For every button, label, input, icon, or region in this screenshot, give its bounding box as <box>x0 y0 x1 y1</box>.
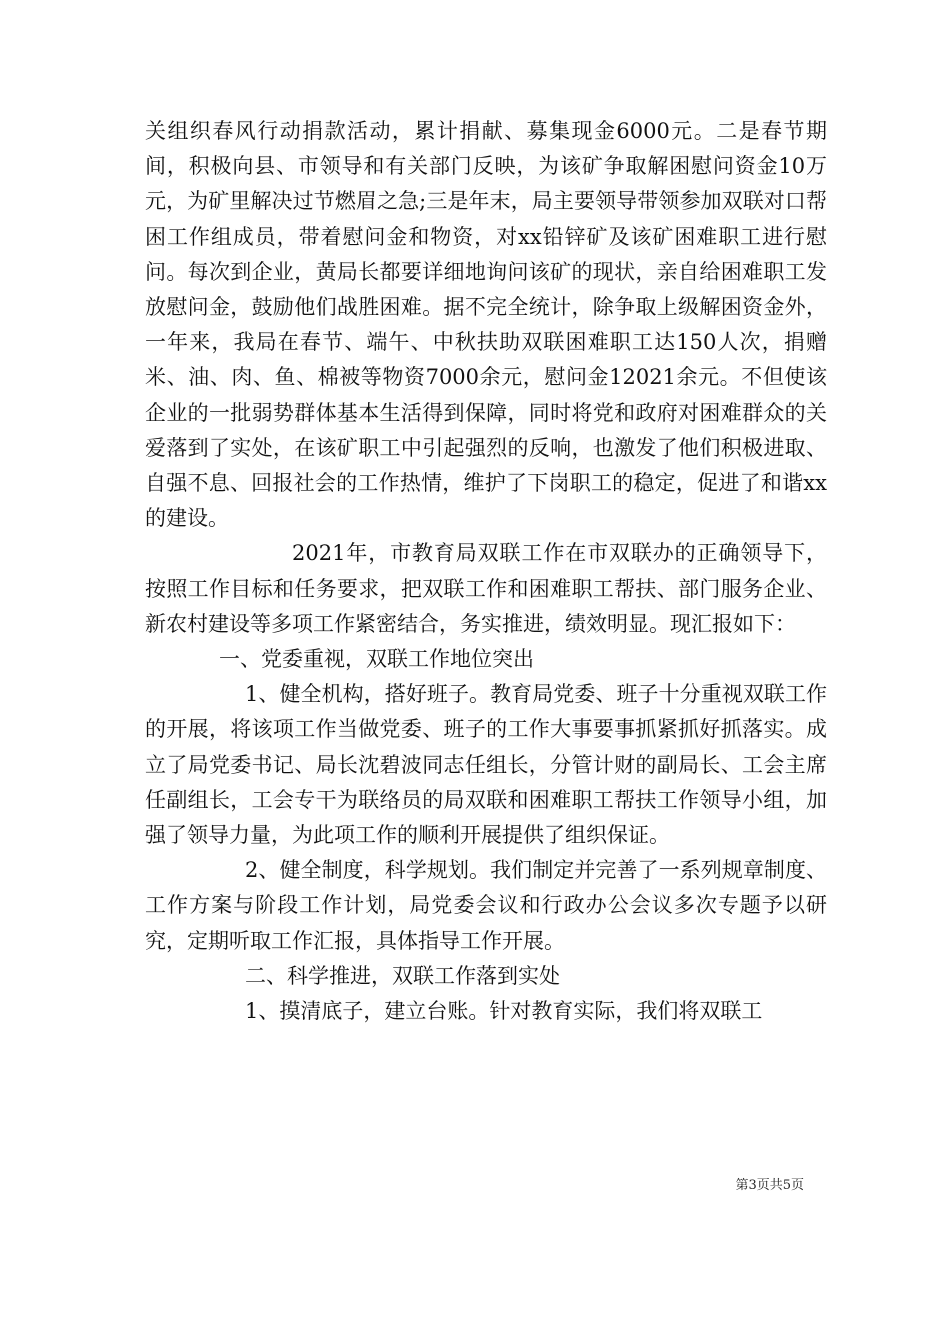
paragraph-organization: 1、健全机构，搭好班子。教育局党委、班子十分重视双联工作的开展，将该项工作当做党委、班子的工作大事要事抓紧抓好抓落实。成立了局党委书记、局长沈碧波同志任组长，分管计财的副局长、工会主席任副组长，工会专干为联络员的局双联和困难职工帮扶工作领导小组，加强了领导力量，为此项工作的顺利开展提供了组织保证。 <box>145 682 827 848</box>
section-heading-1: 一、党委重视，双联工作地位突出 <box>219 647 534 672</box>
paragraph-report-intro: 2021年，市教育局双联工作在市双联办的正确领导下，按照工作目标和任务要求，把双联工作和困难职工帮扶、部门服务企业、新农村建设等多项工作紧密结合，务实推进，绩效明显。现汇报如下： <box>145 541 827 636</box>
paragraph-relief-activities: 关组织春风行动捐款活动，累计捐献、募集现金6000元。二是春节期间，积极向县、市领导和有关部门反映，为该矿争取解困慰问资金10万元，为矿里解决过节燃眉之急;三是年末，局主要领导带领参加双联对口帮困工作组成员，带着慰问金和物资，对xx铅锌矿及该矿困难职工进行慰问。每次到企业，黄局长都要详细地询问该矿的现状，亲自给困难职工发放慰问金，鼓励他们战胜困难。据不完全统计，除争取上级解困资金外，一年来，我局在春节、端午、中秋扶助双联困难职工达150人次，捐赠米、油、肉、鱼、棉被等物资7000余元，慰问金12021余元。不但使该企业的一批弱势群体基本生活得到保障，同时将党和政府对困难群众的关爱落到了实处，在该矿职工中引起强烈的反响，也激发了他们积极进取、自强不息、回报社会的工作热情，维护了下岗职工的稳定，促进了和谐xx的建设。 <box>145 119 827 531</box>
paragraph-system: 2、健全制度，科学规划。我们制定并完善了一系列规章制度、工作方案与阶段工作计划，局党委会议和行政办公会议多次专题予以研究，定期听取工作汇报，具体指导工作开展。 <box>145 858 827 953</box>
document-body <box>145 114 827 1029</box>
section-heading-2: 二、科学推进，双联工作落到实处 <box>245 963 560 988</box>
page-number: 第3页共5页 <box>735 1178 804 1193</box>
paragraph-ledger: 1、摸清底子，建立台账。针对教育实际，我们将双联工 <box>245 999 763 1024</box>
